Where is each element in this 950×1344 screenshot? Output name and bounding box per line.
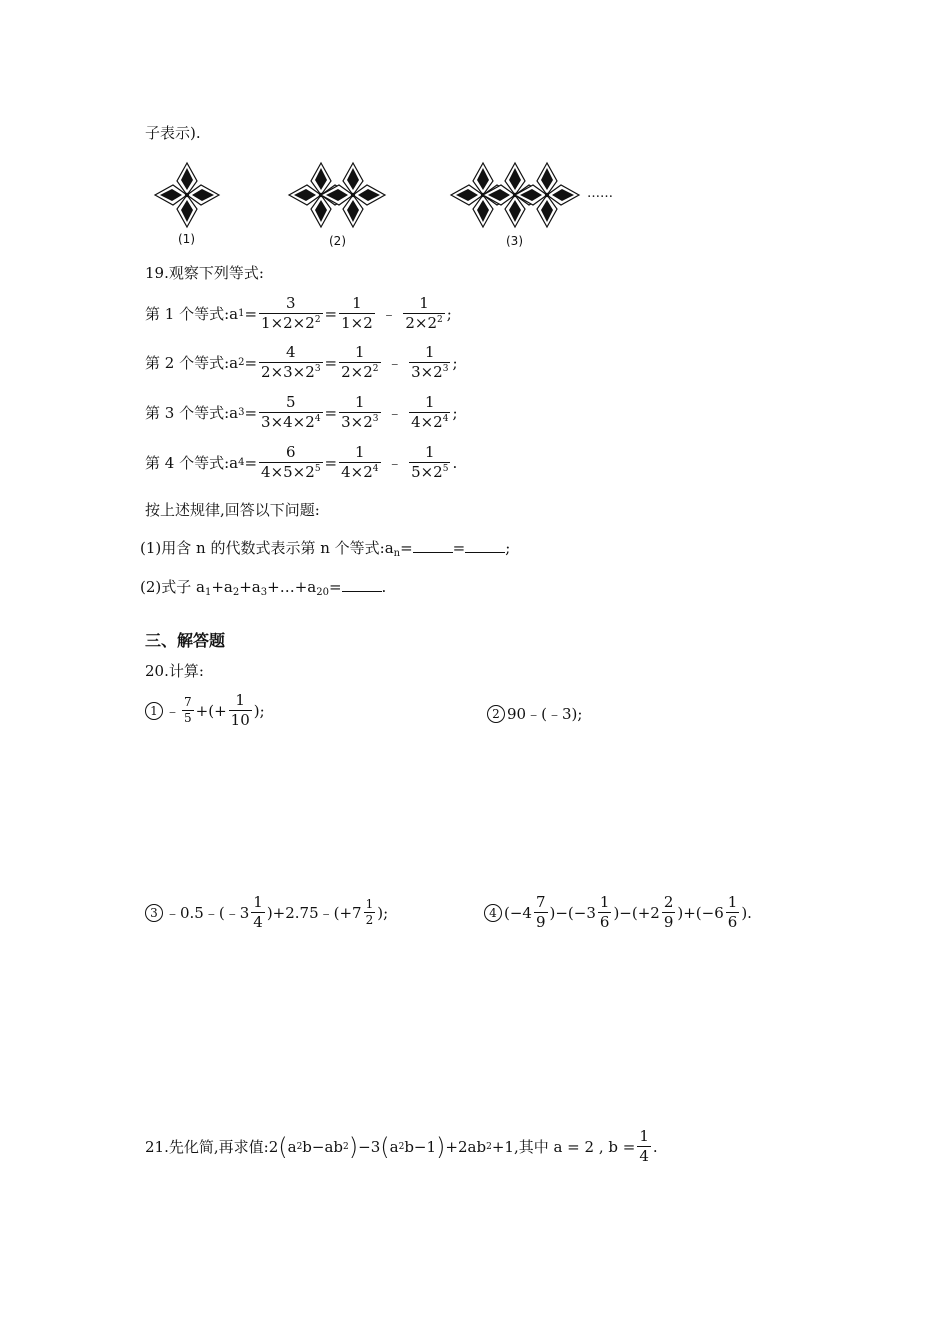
q19-rule-text: 按上述规律,回答以下问题: xyxy=(145,501,320,519)
figure-label-2: (2) xyxy=(329,234,346,248)
answer-blank[interactable] xyxy=(342,579,382,592)
figure-label-3: (3) xyxy=(506,234,523,248)
q19-equation-1: 第 1 个等式:a 1 = $\frac{3}{1\times 2\times 2^2}$ = $\frac{1}{1\times 2}$ ﹣ $\frac{1}{2\times 2^2}$ ; xyxy=(145,294,452,332)
q20-part-2: 2 90﹣(﹣3); xyxy=(487,703,582,724)
figure-3 xyxy=(451,163,579,227)
answer-blank[interactable] xyxy=(413,540,453,553)
section-heading: 三、解答题 xyxy=(145,631,226,650)
q19-part-1: (1)用含 n 的代数式表示第 n 个等式$:a_n=$ = ; xyxy=(140,539,511,559)
q20-part-4: 4 (−4 $\frac{7}{9}$ )−(−3 $\frac{1}{6}$ )−(+2 $\frac{2}{9}$ )+(−6 $\frac{1}{6}$ ). xyxy=(484,894,752,931)
q19-equation-4: 第 4 个等式:a 4 = $\frac{6}{4\times 5\times 2^5}$ = $\frac{1}{4\times 2^4}$ ﹣ $\frac{1}{5\times 2^5}$ . xyxy=(145,443,458,481)
q19-equation-3: 第 3 个等式:a 3 = $\frac{5}{3\times 4\times 2^4}$ = $\frac{1}{3\times 2^3}$ ﹣ $\frac{1}{4\times 2^4}$ ; xyxy=(145,393,458,431)
pattern-figures xyxy=(140,155,630,255)
q19-title: 19.观察下列等式: xyxy=(145,264,264,282)
figure-label-1: (1) xyxy=(178,232,195,246)
q20-title: 20.计算: xyxy=(145,662,204,680)
q20-part-1: 1 ﹣ $\frac{7}{5}$ +(+ $\frac{1}{10}$ ); xyxy=(145,692,265,729)
q19-equation-2: 第 2 个等式:a 2 = $\frac{4}{2\times 3\times 2^3}$ = $\frac{1}{2\times 2^2}$ ﹣ $\frac{1}{3\times 2^3}$ ; xyxy=(145,343,458,381)
figure-ellipsis: …… xyxy=(587,186,613,201)
answer-blank[interactable] xyxy=(465,540,505,553)
figure-1 xyxy=(155,163,219,227)
q21-problem: 21.先化简,再求值: 2 ( a 2 b−ab 2 ) −3 ( a 2 b−1 ) +2ab 2 +1 ,其中 a = 2 , b = $\frac{1}{4}$ . xyxy=(145,1127,658,1165)
q19-part-2: (2)式子 $a_1+a_2+a_3+\dots+a_{20}=$ . xyxy=(140,578,387,598)
figure-2 xyxy=(289,163,385,227)
continued-text: 子表示). xyxy=(145,124,201,142)
q20-part-3: 3 ﹣0.5﹣(﹣3 $\frac{1}{4}$ )+2.75﹣(+7 $\frac{1}{2}$ ); xyxy=(145,894,388,931)
